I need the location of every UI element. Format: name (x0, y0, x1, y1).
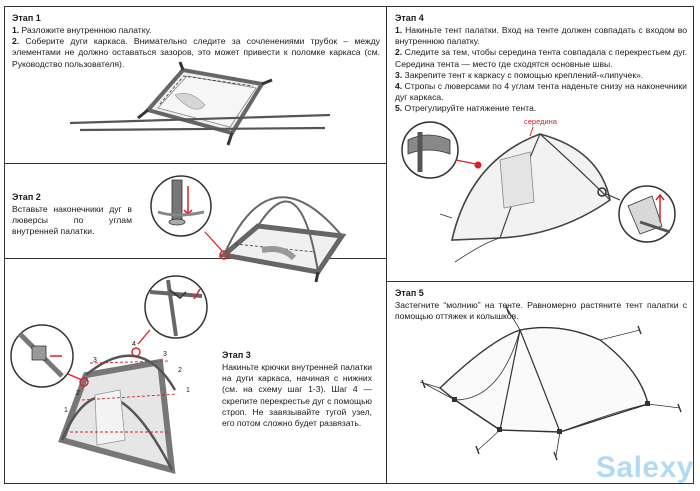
step1-line-1: 1. Разложите внутреннюю палатку. (12, 25, 152, 35)
step4-line-2: 2. Следите за тем, чтобы середина тента совпадала с перекрестьем дуг. Середина тента — место где сходятся основные швы. (395, 47, 687, 69)
step3-body: Накиньте крючки внутренней палатки на дуги каркаса, начиная с нижних (см. на схему шаг 1-3). Шаг 4 — скрепите перекрестье дуг с помощью строп. Не завязывайте тугой узел, его потом сложно будет развязать. (222, 362, 372, 429)
label-2-right: 2 (178, 367, 182, 374)
step4-line-3: 3. Закрепите тент к каркасу с помощью креплений-«липучек». (395, 69, 644, 80)
step1-title: Этап 1 (12, 13, 41, 23)
label-4: 4 (132, 341, 136, 348)
step4-line-5: 5. Отрегулируйте натяжение тента. (395, 103, 537, 114)
step4-line-4: 4. Стропы с люверсами по 4 углам тента наденьте снизу на наконечники дуг каркаса. (395, 81, 687, 103)
step1-line-2: 2. Соберите дуги каркаса. Внимательно следите за сочленениями трубок – между элементами не должно оставаться зазоров, это может привести к поломке каркаса (см. Руководство пользователя). (12, 36, 380, 69)
label-3-right: 3 (163, 351, 167, 358)
step5-title: Этап 5 (395, 288, 424, 298)
label-1-left: 1 (64, 407, 68, 414)
middle-callout: середина (524, 117, 557, 126)
label-3-left: 3 (93, 357, 97, 364)
step5-body: Застегните “молнию” на тенте. Равномерно растяните тент палатки с помощью оттяжек и колышков. (395, 300, 687, 322)
salexy-watermark: Salexy (595, 451, 694, 484)
label-1-right: 1 (186, 387, 190, 394)
label-2-left: 2 (76, 390, 80, 397)
step4-line-1: 1. Накиньте тент палатки. Вход на тенте должен совпадать с входом во внутреннюю палатку. (395, 25, 687, 47)
step2-title: Этап 2 (12, 192, 41, 202)
step4-title: Этап 4 (395, 13, 424, 23)
step3-title: Этап 3 (222, 350, 251, 360)
pitched-tent (440, 328, 648, 432)
step2-body: Вставьте наконечники дуг в люверсы по углам внутренней палатки. (12, 204, 132, 237)
